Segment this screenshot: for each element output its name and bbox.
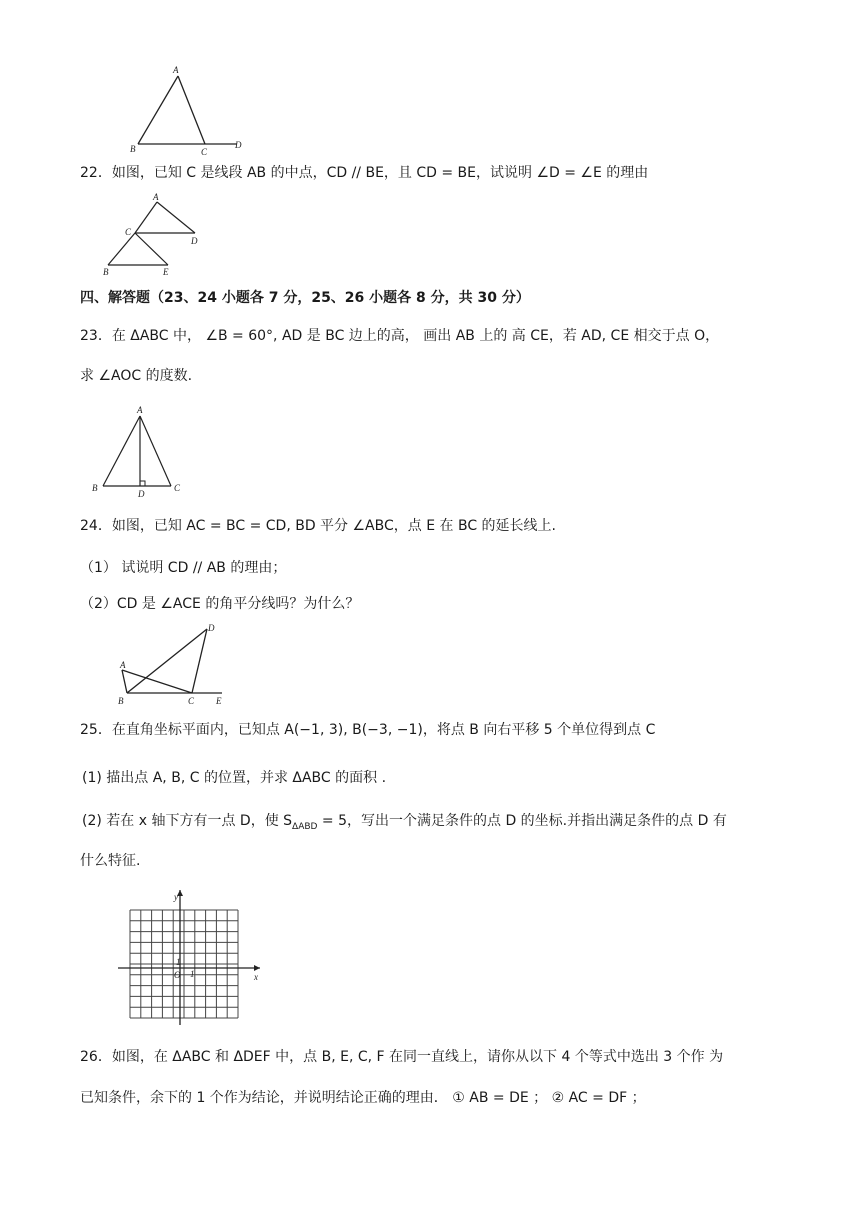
- label-D: D: [138, 489, 145, 499]
- label-A: A: [153, 192, 159, 202]
- question-23-line2: 求 ∠AOC 的度数.: [80, 368, 193, 384]
- unit-x-label: 1: [190, 969, 195, 979]
- question-25-part1: (1) 描出点 A, B, C 的位置，并求 ΔABC 的面积 .: [82, 770, 387, 786]
- question-24-part2: （2）CD 是 ∠ACE 的角平分线吗？为什么？: [80, 596, 360, 612]
- label-B: B: [130, 144, 136, 154]
- question-23-line1: 23．在 ΔABC 中， ∠B = 60°, AD 是 BC 边上的高， 画出 AB 上的 高 CE，若 AD, CE 相交于点 O，: [80, 328, 720, 344]
- label-D: D: [235, 140, 242, 150]
- label-D: D: [208, 623, 215, 633]
- question-25-part2-b: = 5，写出一个满足条件的点 D 的坐标.并指出满足条件的点 D 有: [317, 813, 727, 829]
- label-C: C: [125, 227, 132, 237]
- label-B: B: [103, 267, 109, 277]
- figure-q25-grid: [118, 890, 268, 1030]
- question-24-line1: 24．如图，已知 AC = BC = CD, BD 平分 ∠ABC，点 E 在 BC 的延长线上.: [80, 518, 556, 534]
- label-A: A: [137, 405, 143, 415]
- question-26-line1: 26．如图，在 ΔABC 和 ΔDEF 中，点 B, E, C, F 在同一直线上，请你从以下 4 个等式中选出 3 个作 为: [80, 1049, 724, 1065]
- section-heading: 四、解答题（23、24 小题各 7 分，25、26 小题各 8 分，共 30 分）: [80, 290, 530, 306]
- label-E: E: [216, 696, 222, 706]
- question-25-part2-cont: 什么特征.: [80, 853, 141, 869]
- axis-x-label: x: [254, 972, 258, 982]
- question-26-line2: 已知条件，余下的 1 个作为结论，并说明结论正确的理由． ① AB = DE ； ② AC = DF ；: [80, 1090, 646, 1106]
- figure-q21-triangle: [125, 62, 255, 162]
- question-25-part2-a: (2) 若在 x 轴下方有一点 D，使 S: [82, 813, 293, 829]
- origin-label: O: [174, 970, 181, 980]
- label-C: C: [174, 483, 181, 493]
- question-25-line1: 25．在直角坐标平面内，已知点 A(−1, 3), B(−3, −1)，将点 B 向右平移 5 个单位得到点 C: [80, 722, 656, 738]
- label-A: A: [173, 65, 179, 75]
- question-25-part2: [82, 811, 787, 837]
- unit-y-label: 1: [176, 957, 181, 967]
- question-24-part1: （1） 试说明 CD // AB 的理由；: [80, 560, 287, 576]
- label-C: C: [201, 147, 208, 157]
- question-25-part2-sub: ΔABD: [292, 821, 318, 832]
- figure-q23-triangle: [88, 402, 188, 500]
- label-B: B: [118, 696, 124, 706]
- axis-y-label: y: [174, 892, 178, 902]
- label-E: E: [163, 267, 169, 277]
- label-C: C: [188, 696, 195, 706]
- label-D: D: [191, 236, 198, 246]
- question-22: 22．如图，已知 C 是线段 AB 的中点，CD // BE，且 CD = BE，试说明 ∠D = ∠E 的理由: [80, 165, 649, 181]
- label-B: B: [92, 483, 98, 493]
- label-A: A: [120, 660, 126, 670]
- figure-q24: [112, 620, 237, 710]
- figure-q22-triangles: [98, 190, 208, 280]
